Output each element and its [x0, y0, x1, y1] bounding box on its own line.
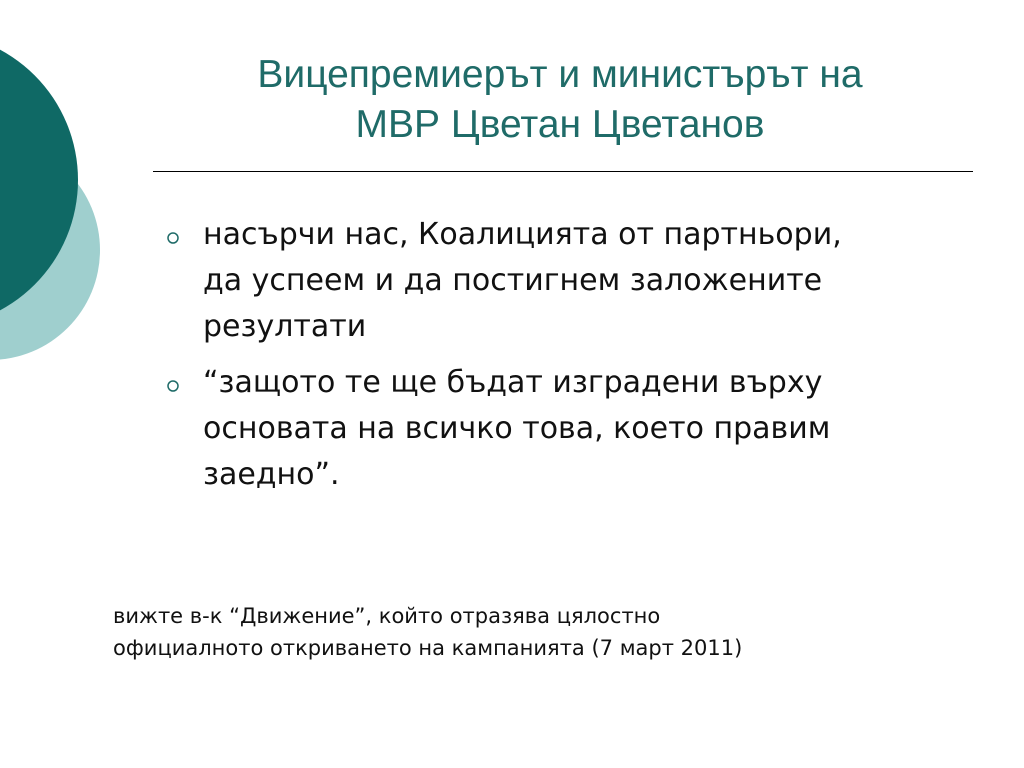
- bullet-line: основата на всичко това, което правим: [203, 411, 831, 446]
- title-line: Вицепремиерът и министърът на: [257, 53, 863, 96]
- slide-title: [150, 50, 970, 150]
- footnote-line: официалното откриването на кампанията (7 март 2011): [113, 636, 743, 660]
- bullet-line: резултати: [203, 309, 367, 344]
- circle-bullet-icon: [167, 380, 179, 392]
- bullet-list: [160, 212, 980, 508]
- footnote-line: вижте в-к “Движение”, който отразява цялостно: [113, 604, 661, 628]
- circle-bullet-icon: [167, 232, 179, 244]
- bullet-item: [160, 212, 980, 350]
- bullet-line: да успеем и да постигнем заложените: [203, 263, 823, 298]
- bullet-line: насърчи нас, Коалицията от партньори,: [203, 217, 842, 252]
- title-divider: [153, 171, 973, 172]
- footnote: [113, 600, 993, 664]
- bullet-line: “защото те ще бъдат изградени върху: [203, 365, 823, 400]
- bullet-item: [160, 360, 980, 498]
- decorative-circles: [0, 0, 120, 420]
- title-line: МВР Цветан Цветанов: [355, 103, 765, 146]
- bullet-line: заедно”.: [203, 457, 340, 492]
